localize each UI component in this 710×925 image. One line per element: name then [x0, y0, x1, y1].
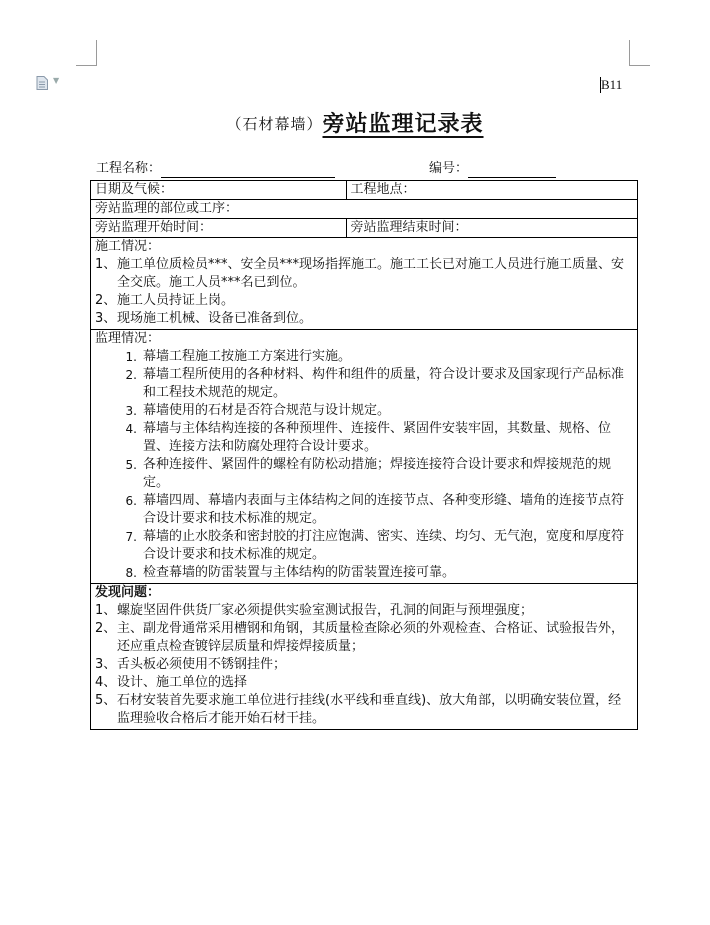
project-name-field	[96, 160, 335, 178]
list-item: 3、 舌头板必须使用不锈钢挂件；	[95, 657, 287, 672]
list-item: 4、 设计、施工单位的选择	[95, 675, 248, 690]
record-table	[90, 180, 638, 730]
crop-mark	[96, 40, 97, 66]
list-item: 5. 各种连接件、紧固件的螺栓有防松动措施；焊接连接符合设计要求和焊接规范的规定。	[125, 457, 612, 490]
document-icon[interactable]	[36, 76, 48, 90]
end-time-cell[interactable]: 旁站监理结束时间：	[346, 219, 637, 238]
list-item: 8. 检查幕墙的防雷装置与主体结构的防雷装置连接可靠。	[125, 565, 456, 580]
start-time-cell[interactable]: 旁站监理开始时间：	[91, 219, 347, 238]
list-item: 2. 幕墙工程所使用的各种材料、构件和组件的质量，符合设计要求及国家现行产品标准和工程技术规范的规定。	[125, 367, 625, 400]
construction-heading: 施工情况：	[95, 239, 161, 254]
number-blank[interactable]	[468, 162, 556, 178]
list-item: 1. 幕墙工程施工按施工方案进行实施。	[125, 349, 352, 364]
list-item: 1、 施工单位质检员***、安全员***现场指挥施工。施工工长已对施工人员进行施工质量、安全交底。施工人员***名已到位。	[95, 257, 625, 290]
part-process-cell[interactable]: 旁站监理的部位或工序：	[91, 200, 638, 219]
number-field	[429, 160, 556, 178]
page-title	[0, 107, 710, 138]
construction-section[interactable]	[91, 238, 638, 330]
title-prefix: （石材幕墙）	[226, 115, 323, 133]
crop-mark	[629, 65, 650, 66]
chevron-down-icon[interactable]: ▼	[53, 76, 60, 85]
list-item: 1、 螺旋坚固件供货厂家必须提供实验室测试报告，孔洞的间距与预埋强度；	[95, 603, 534, 618]
location-cell[interactable]: 工程地点：	[346, 181, 637, 200]
project-name-label: 工程名称：	[96, 161, 162, 176]
crop-mark	[629, 40, 630, 66]
date-weather-cell[interactable]: 日期及气候：	[91, 181, 347, 200]
list-item: 5、 石材安装首先要求施工单位进行挂线(水平线和垂直线)、放大角部，以明确安装位置，经监理验收合格后才能开始石材干挂。	[95, 693, 622, 726]
number-label: 编号：	[429, 161, 469, 176]
title-main: 旁站监理记录表	[322, 111, 484, 137]
list-item: 7. 幕墙的止水胶条和密封胶的打注应饱满、密实、连续、均匀、无气泡，宽度和厚度符合设计要求和技术标准的规定。	[125, 529, 625, 562]
list-item: 3. 幕墙使用的石材是否符合规范与设计规定。	[125, 403, 391, 418]
list-item: 3、 现场施工机械、设备已准备到位。	[95, 311, 313, 326]
list-item: 6. 幕墙四周、幕墙内表面与主体结构之间的连接节点、各种变形缝、墙角的连接节点符合设计要求和技术标准的规定。	[125, 493, 625, 526]
list-item: 2、 主、副龙骨通常采用槽钢和角钢，其质量检查除必须的外观检查、合格证、试验报告外，还应重点检查镀锌层质量和焊接焊接质量；	[95, 621, 625, 654]
form-code: B11	[601, 77, 623, 92]
issues-heading: 发现问题：	[95, 585, 161, 600]
issues-section[interactable]	[91, 584, 638, 730]
supervision-section[interactable]	[91, 330, 638, 584]
project-name-blank[interactable]	[161, 162, 335, 178]
crop-mark	[76, 65, 97, 66]
supervision-heading: 监理情况：	[95, 331, 161, 346]
list-item: 2、 施工人员持证上岗。	[95, 293, 235, 308]
list-item: 4. 幕墙与主体结构连接的各种预埋件、连接件、紧固件安装牢固，其数量、规格、位置、连接方法和防腐处理符合设计要求。	[125, 421, 612, 454]
